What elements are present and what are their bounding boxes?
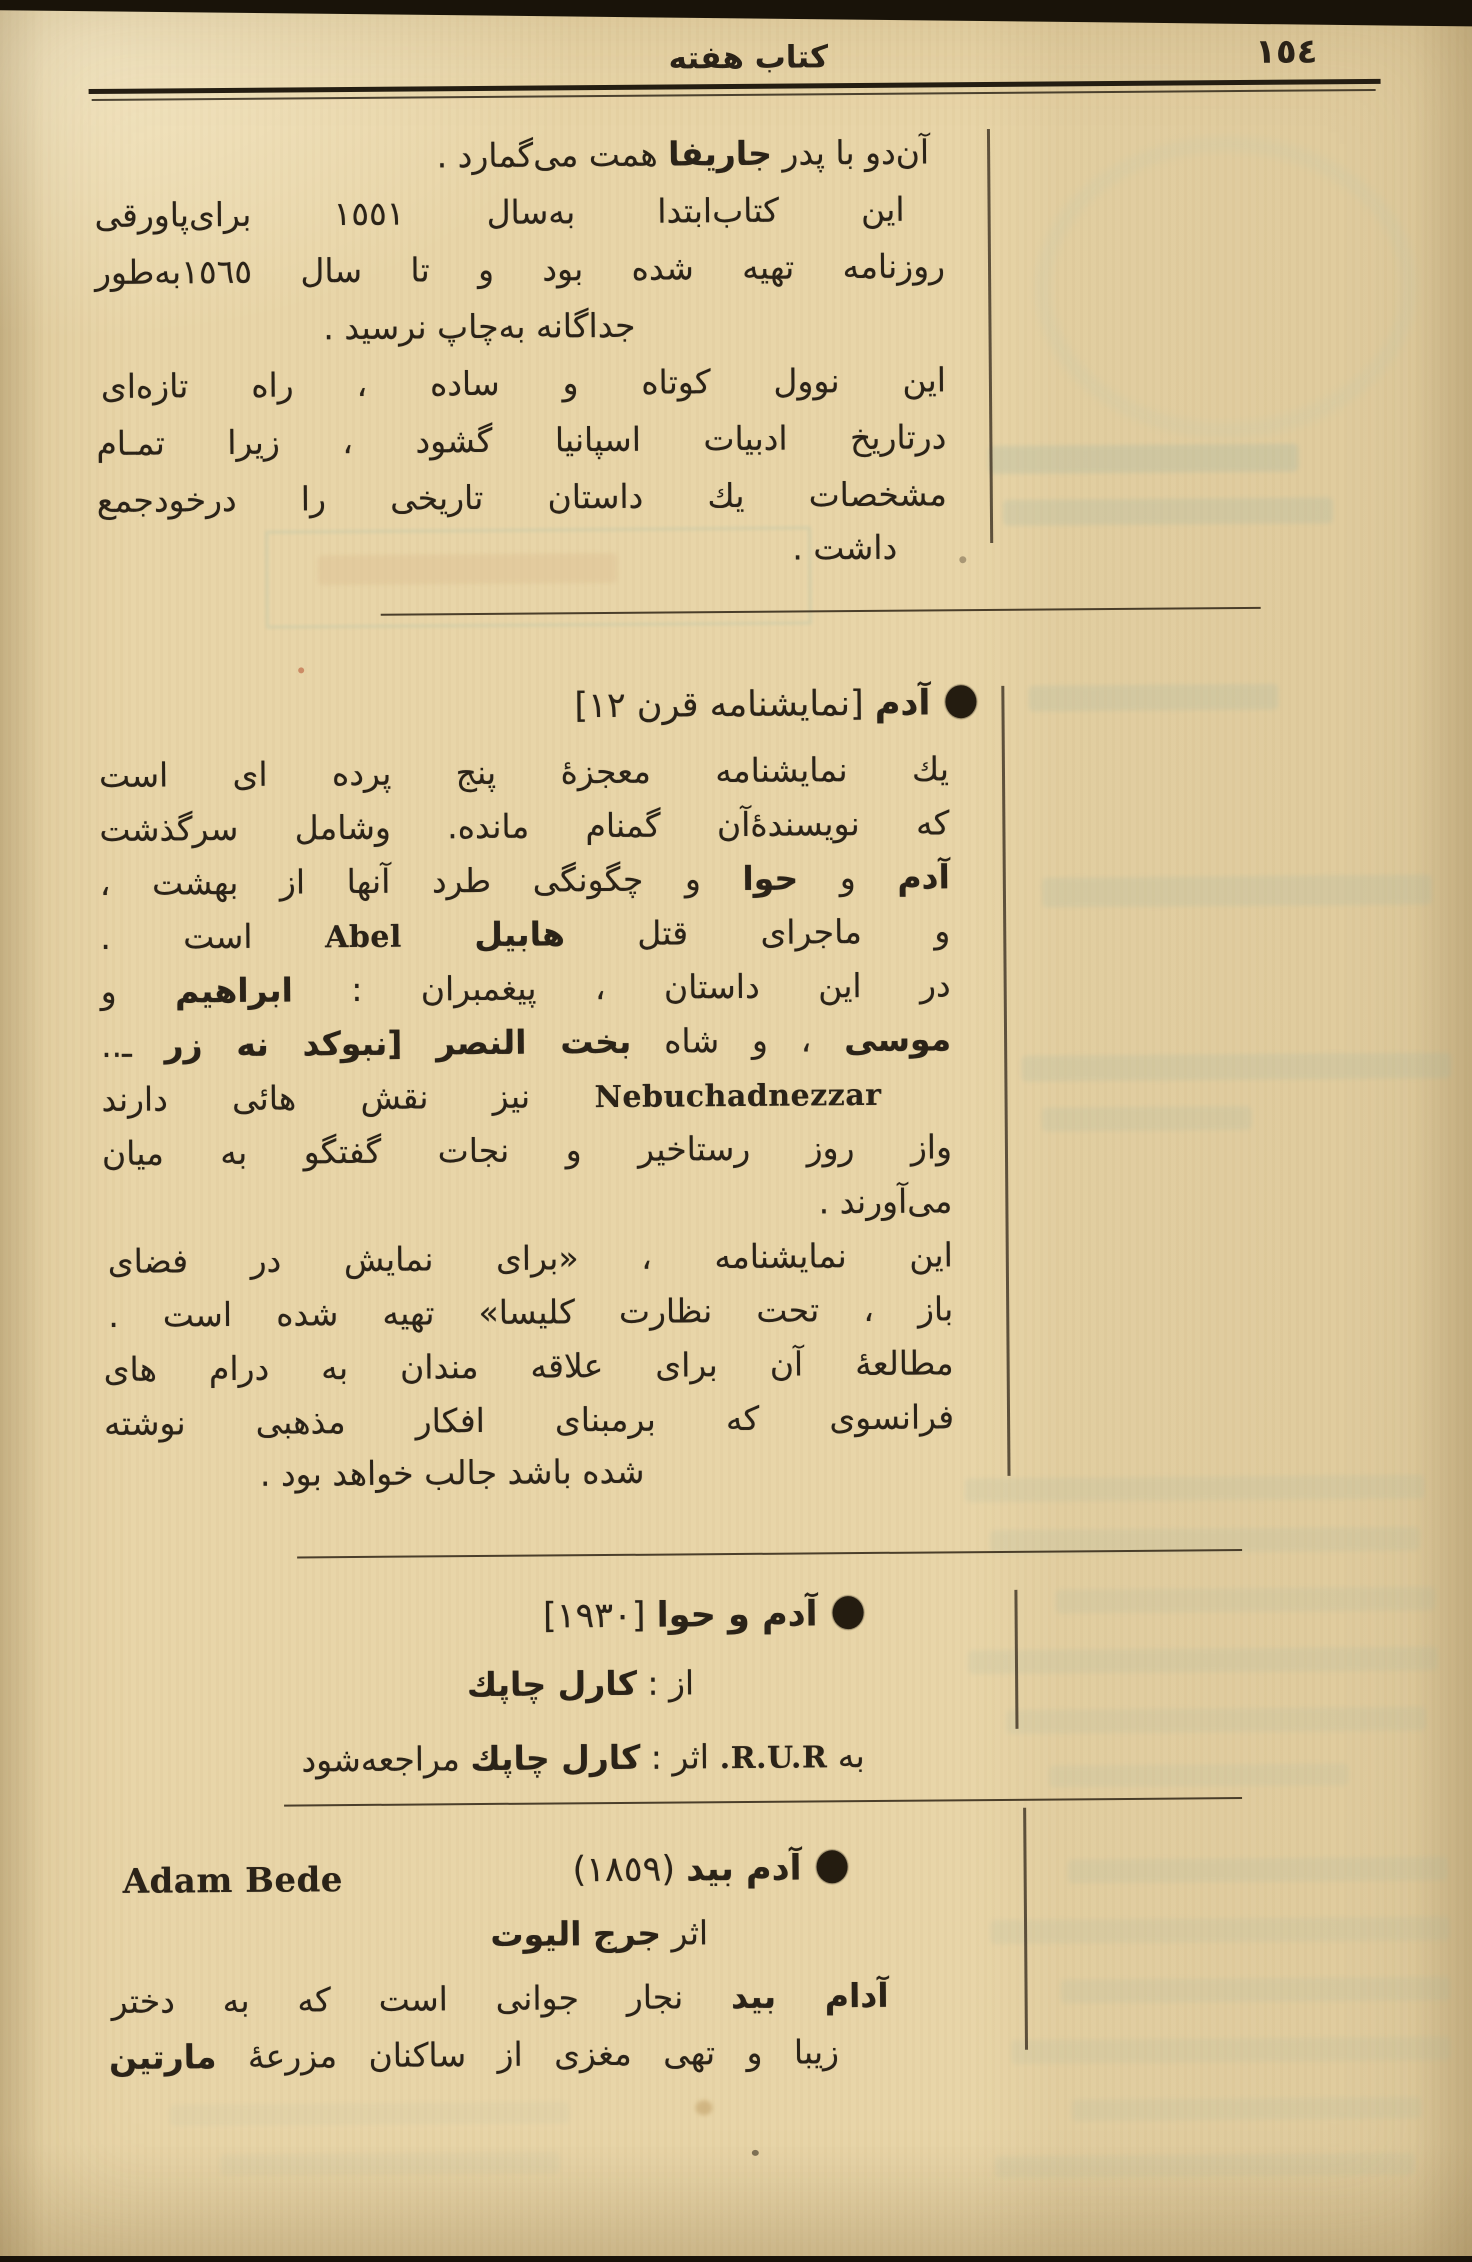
section-heading: آدم [نمایشنامه قرن ١٢] — [574, 683, 931, 727]
text-line: که نویسندهٔ‌آن گمنام مانده. وشامل سرگذشت — [99, 803, 950, 849]
text-line: از : کارل چاپك — [466, 1663, 695, 1705]
bleedthrough-ghost — [1049, 1763, 1349, 1787]
section-heading: آدم و حوا [١٩٣٠] — [542, 1594, 818, 1637]
section-heading-row — [105, 1593, 863, 1647]
text-line: جداگانه به‌چاپ نرسید . — [323, 305, 636, 348]
column-rule — [1001, 686, 1010, 1476]
text-line: فرانسوی که برمبنای افکار مذهبی نوشته — [103, 1397, 955, 1443]
text-line: واز روز رستاخیر و نجات گفتگو به میان — [101, 1127, 953, 1173]
section-bullet-icon — [945, 685, 976, 718]
bleedthrough-ghost — [1068, 1856, 1448, 1883]
bleedthrough-ghost — [1042, 1106, 1252, 1132]
bleedthrough-ghost — [1028, 684, 1278, 712]
section-divider — [284, 1797, 1242, 1807]
latin-title: Adam Bede — [122, 1860, 344, 1902]
section-divider — [297, 1549, 1242, 1558]
text-line: مطالعهٔ آن برای علاقه مندان به درام های — [103, 1343, 954, 1389]
text-line: شده باشد جالب خواهد بود . — [259, 1451, 645, 1494]
text-line: داشت . — [792, 527, 898, 568]
text-line: مشخصات یك داستان تاریخی را درخودجمع — [96, 474, 947, 521]
bleedthrough-ghost — [1060, 1976, 1450, 2003]
text-line: آدم و حوا و چگونگی طرد آنها از بهشت ، — [99, 857, 950, 903]
bleedthrough-ghost — [1003, 497, 1333, 526]
text-line: درتاریخ ادبیات اسپانیا گشود ، زیرا تمـام — [96, 417, 947, 464]
bleedthrough-ghost — [995, 2153, 1415, 2178]
text-line: این نوول کوتاه و ساده ، راه تازه‌ای — [100, 360, 947, 406]
bleedthrough-ghost — [1042, 875, 1432, 908]
text-line: موسی ، و شاه بخت النصر [نبوکد نه زر ـ.. — [100, 1019, 952, 1065]
section-heading: آدم بید (١٨٥٩) — [572, 1848, 802, 1891]
bleedthrough-ghost — [1055, 1587, 1435, 1614]
column-rule — [987, 129, 993, 543]
ink-speck — [752, 2150, 759, 2156]
section-bullet-icon — [832, 1596, 863, 1629]
bleedthrough-ghost — [220, 2151, 560, 2176]
bleedthrough-ghost — [317, 553, 617, 585]
text-line: Nebuchadnezzar نیز نقش هائی دارند — [101, 1076, 882, 1119]
text-line: آدام بید نجار جوانی است که به دختر — [111, 1975, 889, 2021]
section-heading-row — [98, 682, 976, 737]
text-line: اثر جرج الیوت — [490, 1913, 709, 1954]
journal-title: کتاب هفته — [668, 39, 829, 77]
bleedthrough-ghost — [990, 1916, 1450, 1944]
bleedthrough-ghost — [1071, 2097, 1421, 2122]
text-line: و ماجرای قتل هابیل Abel است . — [100, 911, 951, 957]
bleedthrough-ghost — [988, 444, 1298, 474]
text-line: زیبا و تهی مغزی از ساکنان مزرعهٔ مارتین — [108, 2032, 840, 2077]
text-line: به R.U.R. اثر : کارل چاپك مراجعه‌شود — [301, 1736, 865, 1780]
bleedthrough-ghost — [1021, 1052, 1451, 1081]
ink-speck — [298, 667, 304, 673]
text-line: می‌آورند . — [818, 1181, 953, 1222]
text-line: باز ، تحت نظارت کلیسا» تهیه شده است . — [108, 1289, 954, 1335]
paper-stain — [695, 2100, 712, 2115]
text-line: یك نمایشنامه معجزهٔ پنج پرده ای است — [98, 749, 950, 795]
ink-speck — [959, 556, 966, 563]
text-line: روزنامه تهیه شده بود و تا سال ١٥٦٥به‌طور — [94, 246, 946, 293]
bleedthrough-ghost — [965, 1475, 1425, 1503]
bleedthrough-ghost — [1006, 1707, 1426, 1734]
page-number: ١٥٤ — [1255, 31, 1318, 72]
bleedthrough-ghost — [169, 2101, 569, 2126]
bleedthrough-ghost — [1034, 135, 1418, 440]
text-line: در این داستان ، پیغمبران : ابراهیم و — [100, 965, 951, 1011]
bleedthrough-ghost — [1011, 2036, 1451, 2063]
bleedthrough-ghost — [968, 1647, 1438, 1675]
column-rule — [1014, 1590, 1018, 1729]
section-bullet-icon — [816, 1850, 847, 1883]
text-line: این نمایشنامه ، «برای نمایش در فضای — [107, 1235, 953, 1281]
text-line: این کتاب‌ابتدا به‌سال ١٥٥١ برای‌پاورقی — [94, 189, 905, 236]
text-line: آن‌دو با پدر جاریفا همت می‌گمارد . — [436, 132, 930, 176]
